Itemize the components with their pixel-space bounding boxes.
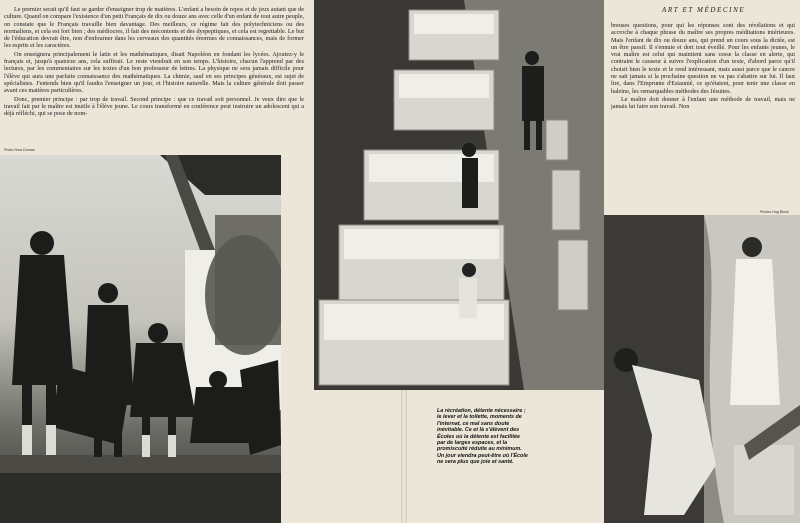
left-page-text-column [4, 6, 304, 144]
photo-dormitory-illustration [314, 0, 604, 390]
right-paragraph: Le maître doit donner à l'enfant une méthode de travail, mais ne jamais lui faire son travail. Non [611, 95, 795, 111]
right-page-text-column [611, 22, 795, 207]
photo-children-illustration [0, 155, 281, 523]
photo-children-playing [0, 155, 281, 523]
photo-caption: La récréation, détente nécessaire ; le lever et la toilette, moments de l'internat, ce mal sans doute inévitable. Ce et là s'élèvent des Écoles où la détente est facilitée par de larges espaces, et la promiscuité réduite au minimum. Un jour viendra peut-être où l'École ne sera plus que joie et santé. [437, 408, 528, 466]
right-paragraph: breuses questions, pour qui les réponses sont des révélations et qui accroche à chaque phrase du maître ses propres méditations intérieures. Mais l'enfant de dix ou douze ans, qui prend un cours sous la dictée, est un être passif. Il s'ennuie et dort tout éveillé. Pour les enfants jeunes, le vrai maître est celui qui maintient sans cesse la classe en alerte, qui contraint le causeur à suivre l'explication d'un texte, d'abord parce qu'il choisit bien le texte et le rend intéressant, mais aussi parce que le cancre ne sait jamais si la prochaine question ne va pas s'abattre sur lui. Il faut lire, dans l'Emprunte d'Estaunié, ce qu'étaient, pour tenir une classe en haleine, les remarquables méthodes des Jésuites. [611, 22, 795, 95]
running-head: ART ET MÉDECINE [662, 6, 746, 14]
left-paragraph: Donc, premier principe : par trop de travail. Second principe : que ce travail soit personnel. Je veux dire que le travail fait par le maître est inutile à l'élève jeune. Le cours transformé en conférence peut instruire un adolescent qui a déjà réfléchi, qui se pose de nom- [4, 95, 304, 118]
left-paragraph: Le premier serait qu'il faut se garder d'enseigner trop de matières. L'enfant a besoin de repos et de jeux autant que de culture. Quand on compare l'existence d'un petit Français de dix ou douze ans avec celle d'un enfant de tout autre peuple, on constate que le Français travaille bien davantage. Des meilleurs, ce régime fait des polytechniciens ou des normaliens, et cela est fort bien ; des médiocres, il fait des mécontents et des dyspeptiques, et cela est regrettable. Le but de l'éducation devrait être, non d'enfourner dans les cerveaux des quantités énormes de connaissances, mais de former les esprits et les caractères. [4, 6, 304, 50]
left-paragraph: On enseignera principalement le latin et les mathématiques, disait Napoléon en fondant les lycées. Ajoutez-y le français et, jusqu'à quatorze ans, cela suffirait. Le reste viendrait en son temps. L'histoire, chacun l'apprend par des lectures, par les commentaires sur les textes d'un bon professeur de lettres. La physique ne sera jamais difficile pour l'élève qui aura une parfaite connaissance des mathématiques. La chimie, sauf en ses principes généraux, est sujet de spécialistes. J'entends bien qu'il faudra l'enseigner un jour, et l'histoire naturelle. Mais la culture générale doit passer avant ces matières particulières. [4, 50, 304, 95]
photo-credit-left: Photo Nora Dumas [4, 148, 35, 152]
photo-white-coats [604, 215, 800, 523]
photo-credit-right: Photos Hug Block [760, 210, 789, 214]
photo-dormitory [314, 0, 604, 390]
photo-white-coats-illustration [604, 215, 800, 523]
